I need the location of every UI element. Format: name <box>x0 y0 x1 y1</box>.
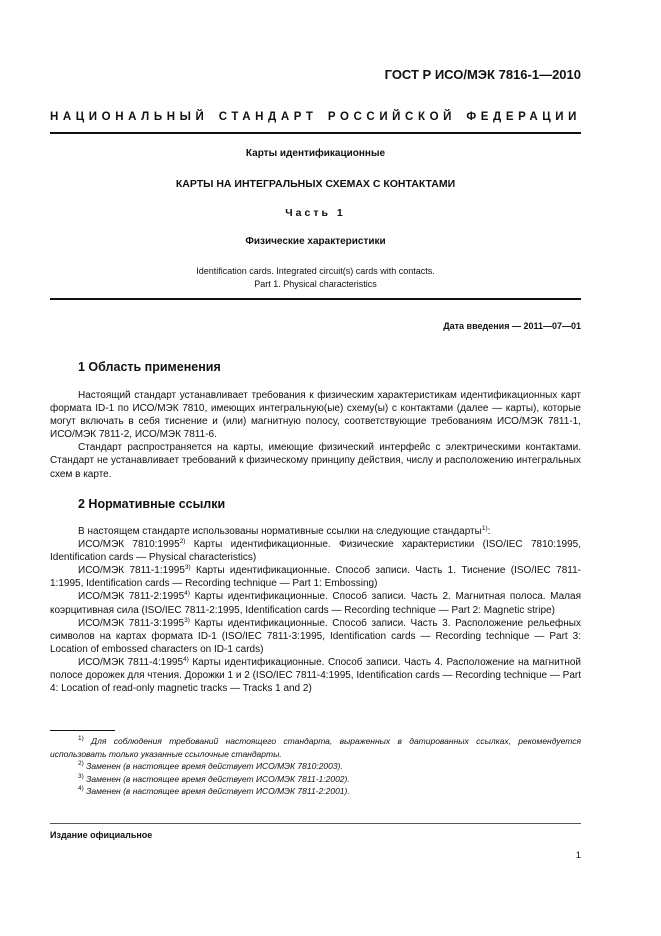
references-intro <box>50 525 581 538</box>
reference-text: Карты идентификационные. Физические характеристики (ISO/IEC 7810:1995, Identification cards — Physical characteristics) <box>50 539 582 564</box>
reference-text: Карты идентификационные. Способ записи. Часть 1. Тиснение (ISO/IEC 7811-1:1995, Identification cards — Recording technique — Part 1: Embossing) <box>50 565 581 590</box>
edition-label: Издание официальное <box>50 830 153 840</box>
reference-item <box>50 538 581 564</box>
section-2-heading: 2 Нормативные ссылки <box>78 497 226 511</box>
footnote-mark: 2) <box>179 538 186 546</box>
footnote-mark: 1) <box>481 525 488 532</box>
footnote-text: Заменен (в настоящее время действует ИСО/МЭК 7811-1:2002). <box>83 773 350 784</box>
introduction-date: Дата введения — 2011—07—01 <box>443 321 581 331</box>
intro-text: В настоящем стандарте использованы нормативные ссылки на следующие стандарты <box>78 526 482 537</box>
section-2-body <box>50 525 581 695</box>
footnote-mark: 4) <box>184 590 190 598</box>
banner-word: СТАНДАРТ <box>218 111 318 123</box>
reference-code: ИСО/МЭК 7811-4:1995 <box>78 656 184 668</box>
footnote-divider <box>50 730 115 731</box>
reference-text: Карты идентификационные. Способ записи. Часть 3. Расположение рельефных символов на картах формата ID-1 (ISO/IEC 7811-3:1995, Identification cards — Recording technique — Part 3: Location of embossed characters on ID-1 cards) <box>50 617 581 655</box>
paragraph: Настоящий стандарт устанавливает требования к физическим характеристикам идентификационных карт формата ID-1 по ИСО/МЭК 7810, имеющих интегральную(ые) схему(ы) с контактами (далее — карты), которые могут включать в себя тиснение и (или) магнитную полосу, соответствующие требованиям ИСО/МЭК 7811-1, ИСО/МЭК 7811-2, ИСО/МЭК 7811-6. <box>50 390 581 441</box>
reference-item <box>50 590 581 616</box>
reference-text: Карты идентификационные. Способ записи. Часть 2. Магнитная полоса. Малая коэрцитивная сила (ISO/IEC 7811-2:1995, Identification cards — Recording technique — Part 2: Magnetic stripe) <box>50 591 581 616</box>
english-title <box>50 265 581 291</box>
footnote <box>50 773 581 786</box>
footnote-number: 4) <box>78 785 84 793</box>
footer-divider <box>50 823 581 824</box>
page-number: 1 <box>575 850 581 861</box>
paragraph: Стандарт распространяется на карты, имеющие физический интерфейс с электрическими контактами. Стандарт не устанавливает требований к физическому принципу действия, числу и расположению интегральных схем в карте. <box>50 442 581 480</box>
footnote-mark: 3) <box>184 564 191 572</box>
footnote-mark: 4) <box>183 655 189 663</box>
title-line-1: Карты идентификационные <box>245 148 386 159</box>
reference-item <box>50 656 581 695</box>
footnote <box>50 735 581 760</box>
english-title-line-1: Identification cards. Integrated circuit(s) cards with contacts. <box>196 266 435 276</box>
banner-word: НАЦИОНАЛЬНЫЙ <box>50 111 209 123</box>
footnote <box>50 785 581 798</box>
section-1-heading: 1 Область применения <box>78 360 221 374</box>
part-label: Часть 1 <box>285 207 346 219</box>
reference-code: ИСО/МЭК 7811-3:1995 <box>78 617 185 629</box>
footnote-mark: 3) <box>184 616 190 624</box>
title-line-2: КАРТЫ НА ИНТЕГРАЛЬНЫХ СХЕМАХ С КОНТАКТАМИ <box>175 178 456 190</box>
standard-code: ГОСТ Р ИСО/МЭК 7816-1—2010 <box>384 67 581 82</box>
banner-word: ФЕДЕРАЦИИ <box>466 111 581 123</box>
reference-item <box>50 564 581 590</box>
subtitle: Физические характеристики <box>245 236 386 247</box>
reference-code: ИСО/МЭК 7810:1995 <box>78 539 180 551</box>
english-title-line-2: Part 1. Physical characteristics <box>254 279 377 289</box>
footnote <box>50 760 581 773</box>
footnotes <box>50 735 581 798</box>
header-divider <box>50 132 581 134</box>
footnote-number: 1) <box>78 735 84 742</box>
footnote-text: Заменен (в настоящее время действует ИСО/МЭК 7810:2003). <box>83 761 343 772</box>
section-1-body <box>50 389 581 481</box>
national-standard-banner <box>50 111 581 123</box>
reference-text: Карты идентификационные. Способ записи. Часть 4. Расположение на магнитной полосе дорожек для чтения. Дорожки 1 и 2 (ISO/IEC 7811-4:1995, Identification cards — Recording technique — Part 4: Location of read-only magnetic tracks — Tracks 1 and 2) <box>50 656 581 695</box>
reference-code: ИСО/МЭК 7811-2:1995 <box>78 591 185 603</box>
footnote-text: Заменен (в настоящее время действует ИСО/МЭК 7811-2:2001). <box>83 786 350 797</box>
reference-item <box>50 617 581 656</box>
footnote-number: 3) <box>78 772 84 780</box>
intro-end: : <box>487 526 491 537</box>
title-divider <box>50 298 581 300</box>
footnote-text: Для соблюдения требований настоящего стандарта, выраженных в датированных ссылках, рекомендуется использовать только указанные ссылочные стандарты. <box>50 736 581 759</box>
banner-word: РОССИЙСКОЙ <box>327 111 456 123</box>
reference-code: ИСО/МЭК 7811-1:1995 <box>78 565 185 577</box>
footnote-number: 2) <box>78 760 84 768</box>
